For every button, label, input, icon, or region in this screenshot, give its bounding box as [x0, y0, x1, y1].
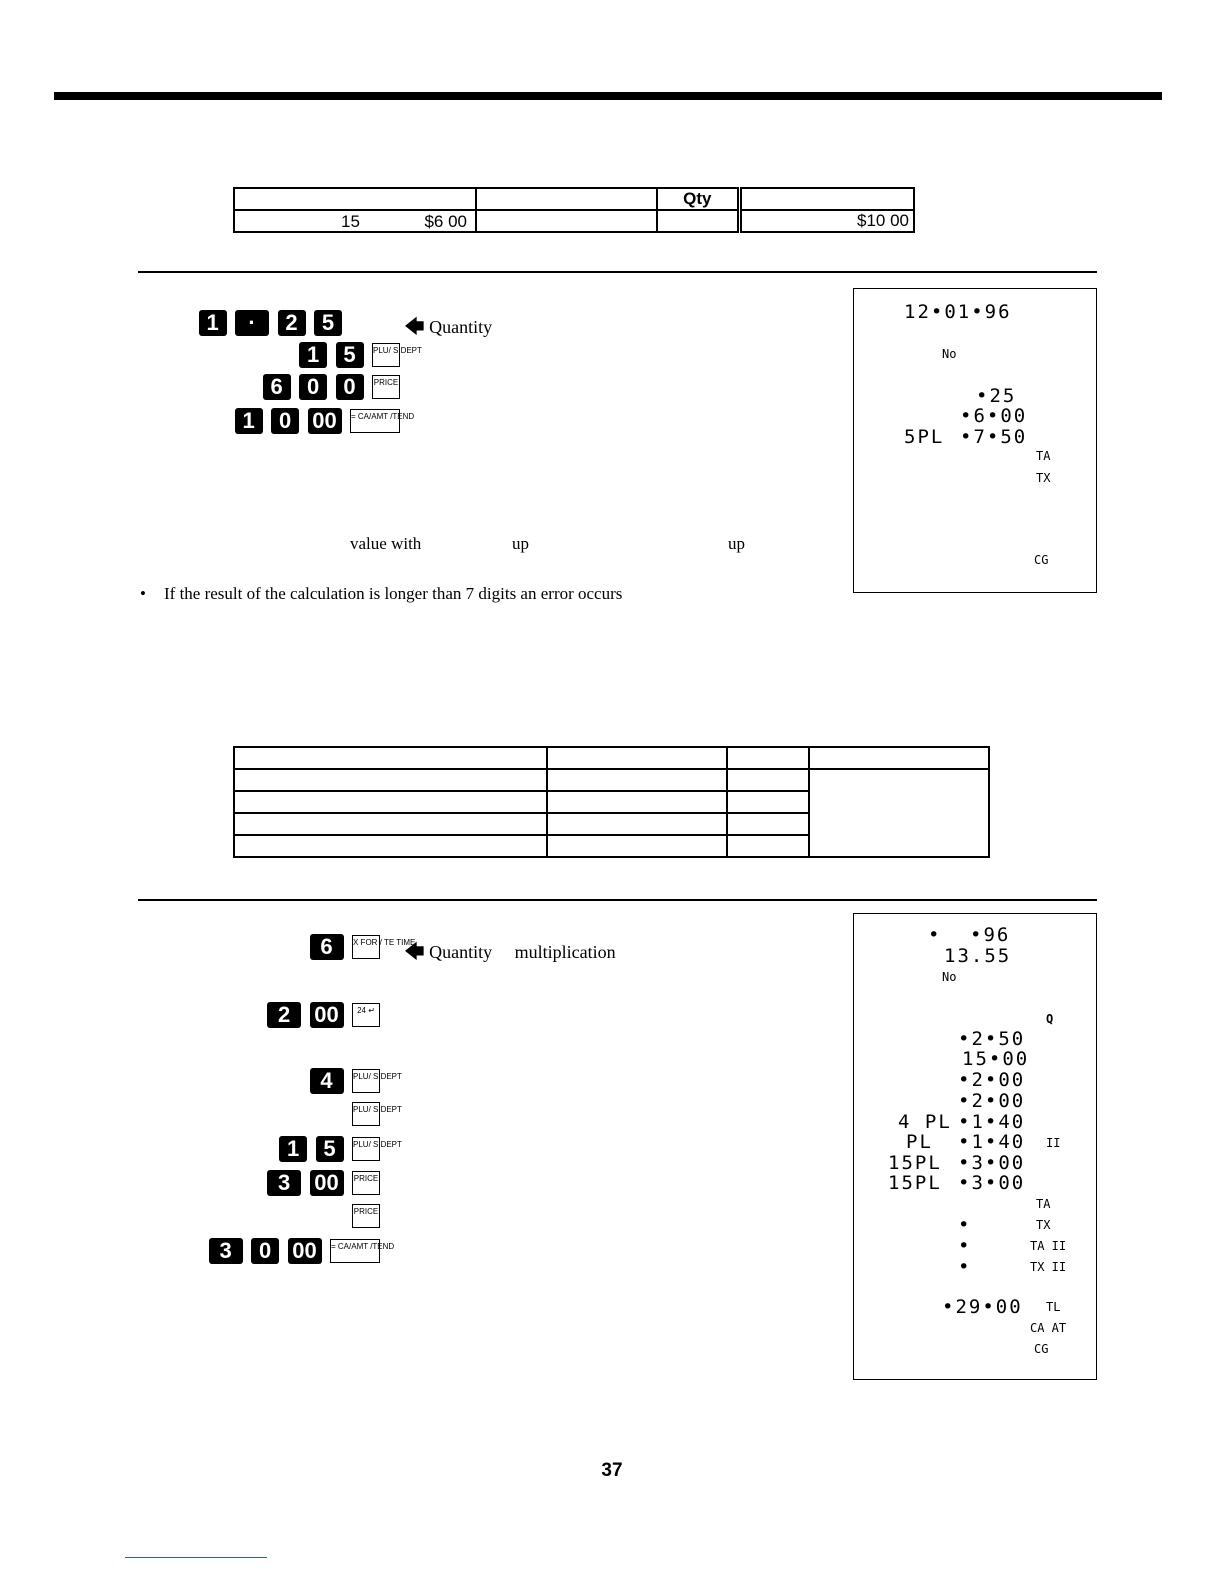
receipt-ta: TA: [1036, 449, 1051, 463]
receipt-tl: TL: [1046, 1300, 1061, 1314]
bullet: •: [140, 584, 146, 603]
key-row-7: [348, 1204, 380, 1228]
key-6: 6: [263, 374, 291, 400]
key-5: 5: [336, 342, 364, 368]
example1-table: [233, 187, 915, 233]
key-row-2: [295, 342, 422, 368]
key-row-8: [205, 1238, 395, 1264]
top-rule: [54, 92, 1162, 100]
section-divider-1: [138, 271, 1097, 273]
receipt-time: 13.55: [944, 945, 1012, 967]
receipt-line-5: •1•40: [958, 1111, 1026, 1133]
receipt-line-2: 15•00: [962, 1048, 1030, 1070]
example2-table: [233, 746, 990, 858]
key-row-4: [231, 408, 415, 434]
receipt-total: •29•00: [942, 1296, 1023, 1318]
key-row-1: [306, 934, 416, 960]
multiplication-label: multiplication: [514, 942, 616, 962]
example2-annotation: [404, 937, 616, 971]
left-arrow-icon: 🡄: [404, 941, 425, 963]
receipt-line-7-code: 15PL: [888, 1152, 942, 1174]
key-3: 3: [209, 1238, 243, 1264]
receipt-line-1: •2•50: [958, 1028, 1026, 1050]
key-row-2: [263, 1002, 380, 1028]
receipt-line-3: •7•50: [960, 426, 1028, 448]
receipt-line-7: •3•00: [958, 1152, 1026, 1174]
example1-key-sequence: [120, 308, 422, 448]
key-0: 0: [271, 408, 299, 434]
key-row-5: [275, 1136, 402, 1162]
key-0: 0: [299, 374, 327, 400]
receipt-ta2: TA II: [1030, 1239, 1067, 1253]
key-row-1: [195, 310, 342, 336]
plu-dept-key: PLU/ S DEPT: [352, 1069, 380, 1093]
key-5: 5: [316, 1136, 344, 1162]
receipt-line-6: •1•40: [958, 1131, 1026, 1153]
price-key: PRICE: [372, 375, 400, 399]
receipt-cg: CG: [1034, 1342, 1049, 1356]
receipt-line-4: •2•00: [958, 1090, 1026, 1112]
receipt-date: •96: [970, 924, 1011, 946]
key-1: 1: [235, 408, 263, 434]
receipt-2: [853, 913, 1097, 1380]
page-number: 37: [601, 1460, 623, 1481]
receipt-line-5-code: 4 PL: [898, 1111, 952, 1133]
key-00: 00: [308, 408, 342, 434]
receipt-tx: TX: [1036, 1218, 1051, 1232]
key-row-3: [259, 374, 400, 400]
receipt-tx2-dot: •: [958, 1256, 972, 1278]
fragment-value-with: value with: [350, 534, 422, 553]
receipt-line-3-code: 5PL: [904, 426, 945, 448]
receipt-line-6-code: PL: [906, 1131, 933, 1153]
plu-dept-key: PLU/ S DEPT: [352, 1102, 380, 1126]
receipt-tx: TX: [1036, 471, 1051, 485]
receipt-line-2: •6•00: [960, 405, 1028, 427]
key-2: 2: [267, 1002, 301, 1028]
key-3: 3: [267, 1170, 301, 1196]
example2-key-sequence: [160, 932, 416, 1272]
example1-annotation: [404, 312, 492, 346]
receipt-no: No: [942, 347, 957, 361]
key-row-6: [263, 1170, 380, 1196]
receipt-ta2-dot: •: [958, 1235, 972, 1257]
fragment-up-2: up: [728, 534, 745, 553]
receipt-line-6-suffix: II: [1046, 1136, 1061, 1150]
receipt-ca-at: CA AT: [1030, 1321, 1067, 1335]
section-divider-2: [138, 899, 1097, 901]
quantity-label: Quantity: [429, 317, 493, 337]
key-0: 0: [336, 374, 364, 400]
key-1: 1: [199, 310, 227, 336]
key-2: 2: [278, 310, 306, 336]
price-key: PRICE: [352, 1204, 380, 1228]
key-00: 00: [288, 1238, 322, 1264]
receipt-ta: TA: [1036, 1197, 1051, 1211]
receipt-date: 12•01•96: [904, 301, 1012, 323]
key-0: 0: [251, 1238, 279, 1264]
price-key: PRICE: [352, 1171, 380, 1195]
left-arrow-icon: 🡄: [404, 316, 425, 338]
key-row-3: [306, 1068, 402, 1094]
receipt-tx2: TX II: [1030, 1260, 1067, 1274]
key-5: 5: [314, 310, 342, 336]
plu-dept-key: PLU/ S DEPT: [372, 343, 400, 367]
error-note: If the result of the calculation is longer than 7 digits an error occurs: [164, 584, 623, 603]
receipt-line-8-code: 15PL: [888, 1172, 942, 1194]
key-00: 00: [310, 1002, 344, 1028]
key-6: 6: [310, 934, 344, 960]
ca-amt-tend-key: = CA/AMT /TEND: [330, 1239, 380, 1263]
receipt-no: No: [942, 970, 957, 984]
receipt-q: Q: [1046, 1012, 1054, 1026]
x-for-time-key: X FOR / TE TIME: [352, 935, 380, 959]
receipt-tx-dot: •: [958, 1214, 972, 1236]
receipt-cg: CG: [1034, 553, 1049, 567]
price-cell: $6 00: [424, 212, 467, 231]
amount-cell: $10 00: [740, 210, 914, 232]
qty-header: Qty: [657, 188, 740, 210]
receipt-line-1: •25: [976, 385, 1017, 407]
receipt-line-3: •2•00: [958, 1069, 1026, 1091]
footnote-rule: [125, 1557, 267, 1558]
receipt-line-8: •3•00: [958, 1172, 1026, 1194]
receipt-date-dot: •: [928, 924, 942, 946]
key-1: 1: [299, 342, 327, 368]
quantity-cell: 15: [341, 212, 360, 231]
key-row-4: [348, 1102, 402, 1126]
quantity-label: Quantity: [429, 942, 493, 962]
key-4: 4: [310, 1068, 344, 1094]
ca-amt-tend-key: = CA/AMT /TEND: [350, 409, 400, 433]
fragment-up-1: up: [512, 534, 529, 553]
key-decimal: ·: [235, 310, 269, 336]
receipt-1: [853, 288, 1097, 593]
subtotal-key: 24 ↵: [352, 1003, 380, 1027]
key-1: 1: [279, 1136, 307, 1162]
plu-dept-key: PLU/ S DEPT: [352, 1137, 380, 1161]
key-00: 00: [310, 1170, 344, 1196]
